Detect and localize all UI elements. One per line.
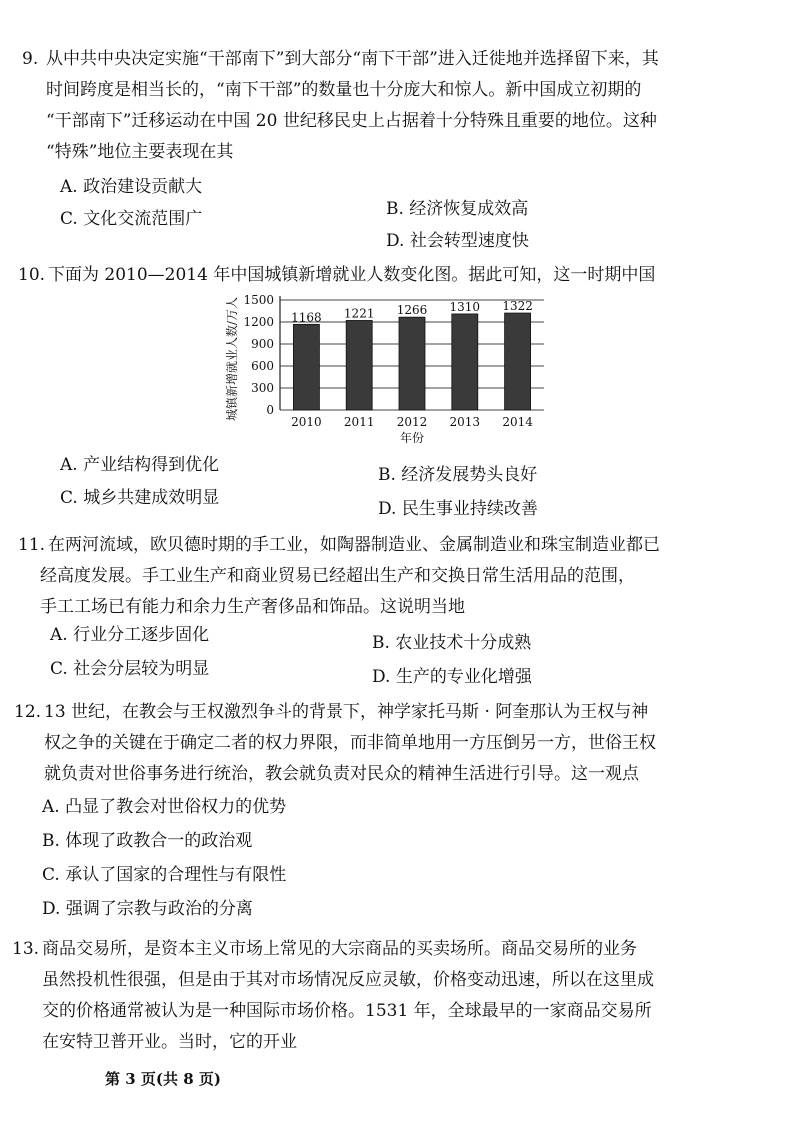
stem-line: “干部南下”迁移运动在中国 20 世纪移民史上占据着十分特殊且重要的地位。这种 <box>46 111 657 131</box>
question-number: 11. <box>18 535 46 555</box>
question-9 <box>22 44 740 168</box>
option-b[interactable]: B. 体现了政教合一的政治观 <box>42 831 253 851</box>
option-d[interactable]: D. 生产的专业化增强 <box>372 667 532 687</box>
question-stem <box>40 530 740 623</box>
x-axis-label: 年份 <box>399 431 425 445</box>
data-label: 1322 <box>502 299 533 314</box>
data-label: 1168 <box>291 310 322 325</box>
stem-line: 13 世纪，在教会与王权激烈争斗的背景下，神学家托马斯 · 阿奎那认为王权与神 <box>44 702 649 722</box>
stem-line: 权之争的关键在于确定二者的权力界限，而非简单地用一方压倒另一方，世俗王权 <box>44 733 656 753</box>
y-tick-label: 900 <box>251 337 274 351</box>
question-stem <box>40 934 740 1058</box>
data-label: 1221 <box>343 306 375 321</box>
option-a[interactable]: A. 行业分工逐步固化 <box>50 625 210 645</box>
question-number: 9. <box>22 49 39 69</box>
option-c[interactable]: C. 承认了国家的合理性与有限性 <box>42 865 287 885</box>
question-number: 13. <box>12 939 40 959</box>
stem-line: 商品交易所，是资本主义市场上常见的大宗商品的买卖场所。商品交易所的业务 <box>42 939 637 959</box>
question-number: 12. <box>14 702 42 722</box>
option-c[interactable]: C. 文化交流范围广 <box>60 209 203 229</box>
chart-svg <box>222 282 552 452</box>
y-tick-label: 1500 <box>243 293 274 307</box>
option-d[interactable]: D. 社会转型速度快 <box>386 231 529 251</box>
option-c[interactable]: C. 社会分层较为明显 <box>50 659 210 679</box>
option-a[interactable]: A. 凸显了教会对世俗权力的优势 <box>42 797 287 817</box>
option-d[interactable]: D. 强调了宗教与政治的分离 <box>42 899 253 919</box>
x-tick-label: 2012 <box>396 415 428 429</box>
bar-2011 <box>346 320 372 410</box>
x-tick-label: 2011 <box>343 415 375 429</box>
bar-2014 <box>505 313 531 410</box>
x-tick-label: 2013 <box>449 415 481 429</box>
y-tick-label: 0 <box>266 403 274 417</box>
bar-2013 <box>452 314 478 410</box>
y-tick-label: 300 <box>251 381 274 395</box>
data-label: 1266 <box>396 303 428 318</box>
y-axis-label: 城镇新增就业人数/万人 <box>225 296 239 422</box>
stem-line: “特殊”地位主要表现在其 <box>46 142 234 162</box>
x-tick-label: 2014 <box>502 415 533 429</box>
question-number: 10. <box>18 265 46 285</box>
question-stem <box>40 44 740 168</box>
stem-line: 在两河流域，欧贝德时期的手工业，如陶器制造业、金属制造业和珠宝制造业都已 <box>48 535 660 555</box>
option-b[interactable]: B. 经济恢复成效高 <box>386 199 529 219</box>
stem-line: 时间跨度是相当长的，“南下干部”的数量也十分庞大和惊人。新中国成立初期的 <box>46 80 642 100</box>
stem-line: 在安特卫普开业。当时，它的开业 <box>42 1032 297 1052</box>
question-13 <box>12 934 740 1058</box>
stem-line: 手工工场已有能力和余力生产奢侈品和饰品。这说明当地 <box>40 597 465 617</box>
option-a[interactable]: A. 政治建设贡献大 <box>60 177 203 197</box>
x-tick-label: 2010 <box>291 415 322 429</box>
question-11 <box>18 530 740 623</box>
bar-2012 <box>399 317 425 410</box>
stem-line: 下面为 2010—2014 年中国城镇新增就业人数变化图。据此可知，这一时期中国 <box>48 265 656 285</box>
stem-line: 交的价格通常被认为是一种国际市场价格。1531 年，全球最早的一家商品交易所 <box>42 1001 652 1021</box>
question-12 <box>14 697 740 790</box>
option-b[interactable]: B. 农业技术十分成熟 <box>372 633 532 653</box>
employment-bar-chart <box>222 282 552 452</box>
y-tick-label: 600 <box>251 359 274 373</box>
y-tick-label: 1200 <box>243 315 274 329</box>
stem-line: 从中共中央决定实施“干部南下”到大部分“南下干部”进入迁徙地并选择留下来，其 <box>46 49 659 69</box>
page-footer: 第 3 页(共 8 页) <box>105 1070 221 1088</box>
option-d[interactable]: D. 民生事业持续改善 <box>378 499 538 519</box>
question-stem <box>40 697 740 790</box>
stem-line: 虽然投机性很强，但是由于其对市场情况反应灵敏，价格变动迅速，所以在这里成 <box>42 970 654 990</box>
stem-line: 经高度发展。手工业生产和商业贸易已经超出生产和交换日常生活用品的范围， <box>40 566 635 586</box>
option-c[interactable]: C. 城乡共建成效明显 <box>60 488 220 508</box>
stem-line: 就负责对世俗事务进行统治，教会就负责对民众的精神生活进行引导。这一观点 <box>44 764 639 784</box>
bar-2010 <box>293 324 319 410</box>
data-label: 1310 <box>449 299 481 314</box>
option-a[interactable]: A. 产业结构得到优化 <box>60 455 220 475</box>
option-b[interactable]: B. 经济发展势头良好 <box>378 465 538 485</box>
